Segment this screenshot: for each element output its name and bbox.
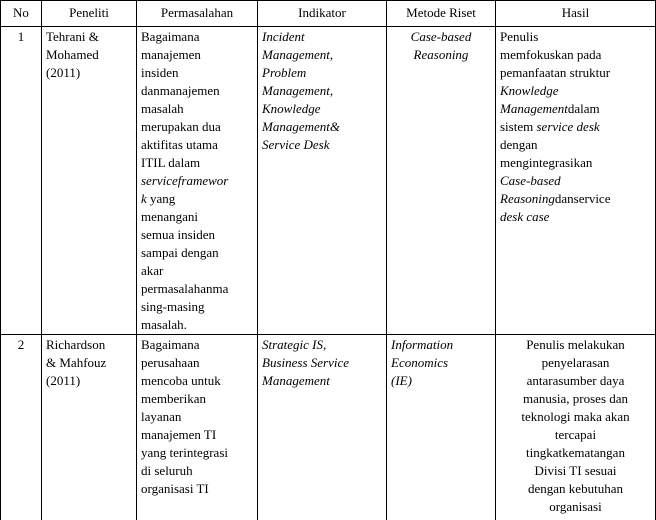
row-permasalahan: Bagaimana perusahaan mencoba untuk memberikan layanan manajemen TI yang terintegrasi di seluruh organisasi TI xyxy=(137,335,258,520)
header-no: No xyxy=(1,1,42,27)
table-row xyxy=(1,335,656,520)
row-hasil: Penulis melakukan penyelarasan antarasumber daya manusia, proses dan teknologi maka akan tercapai tingkatkematangan Divisi TI sesuai dengan kebutuhan organisasi xyxy=(496,335,656,520)
header-permasalahan: Permasalahan xyxy=(137,1,258,27)
row-no: 2 xyxy=(1,335,42,520)
row-metode-riset: Case-based Reasoning xyxy=(387,27,496,335)
header-row xyxy=(1,1,656,27)
header-peneliti: Peneliti xyxy=(42,1,137,27)
table-row xyxy=(1,27,656,335)
header-metode-riset: Metode Riset xyxy=(387,1,496,27)
header-indikator: Indikator xyxy=(258,1,387,27)
row-permasalahan: Bagaimana manajemen insiden danmanajemen masalah merupakan dua aktifitas utama ITIL dalam serviceframewor k yang menangani semua insiden sampai dengan akar permasalahanma sing-masing masalah. xyxy=(137,27,258,335)
row-peneliti: Tehrani & Mohamed (2011) xyxy=(42,27,137,335)
row-metode-riset: Information Economics (IE) xyxy=(387,335,496,520)
row-hasil: Penulis memfokuskan pada pemanfaatan struktur Knowledge Managementdalam sistem service desk dengan mengintegrasikan Case-based Reasoningdanservice desk case xyxy=(496,27,656,335)
row-indikator: Incident Management, Problem Management, Knowledge Management& Service Desk xyxy=(258,27,387,335)
row-indikator: Strategic IS, Business Service Management xyxy=(258,335,387,520)
row-no: 1 xyxy=(1,27,42,335)
row-peneliti: Richardson & Mahfouz (2011) xyxy=(42,335,137,520)
header-hasil: Hasil xyxy=(496,1,656,27)
